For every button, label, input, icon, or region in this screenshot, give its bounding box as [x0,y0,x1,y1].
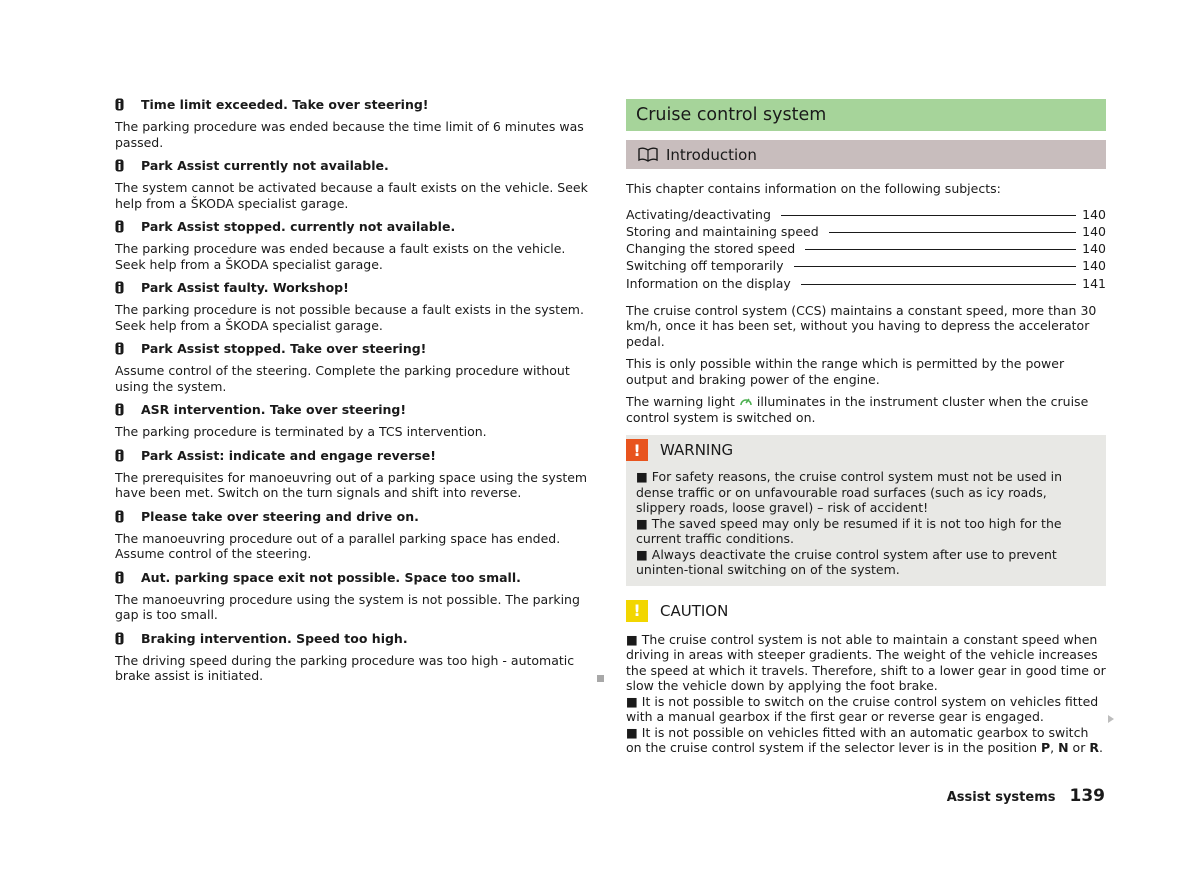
paragraph-warning-light [626,394,1106,425]
continue-arrow-icon [1108,715,1114,723]
message-heading-row [115,157,595,174]
warning-icon: ! [626,439,648,461]
message-heading-row [115,569,595,586]
message-title: Park Assist stopped. currently not available. [141,219,456,234]
toc-entry[interactable] [626,224,1106,241]
section-title: Cruise control system [626,99,1106,131]
message-body: The prerequisites for manoeuvring out of a parking space using the system have been met. Switch on the turn signals and shift into reverse. [115,469,588,500]
message-heading-row [115,340,595,357]
intro-heading-bar [626,140,1106,169]
text-segment: , [1050,740,1059,756]
message-title: Braking intervention. Speed too high. [141,630,408,646]
toc-leader-line [781,215,1076,216]
warning-item: ■ For safety reasons, the cruise control system must not be used in dense traffic or on unfavourable road surfaces (such as icy roads, slippery roads, loose gravel) – risk of accident! [636,469,1063,516]
position-n: N [1058,740,1069,756]
left-column [115,96,595,691]
toc-entry[interactable] [626,276,1106,293]
text-segment: ■ It is not possible on vehicles fitted with an automatic gearbox to switch on the cruise control system if the selector lever is in the position [626,724,1089,756]
message-heading-row [115,401,595,418]
warning-item: ■ Always deactivate the cruise control system after use to prevent uninten-tional switching on of the system. [636,546,1057,578]
message-body: The parking procedure was ended because a fault exists on the vehicle. Seek help from a ŠKODA specialist garage. [115,241,566,272]
message-heading-row [115,447,595,464]
message-title: Aut. parking space exit not possible. Space too small. [141,569,521,585]
toc-label: Changing the stored speed [626,241,796,257]
message-body: The parking procedure was ended because the time limit of 6 minutes was passed. [115,119,584,150]
intro-heading: Introduction [666,145,757,164]
info-icon [115,632,141,645]
toc-label: Switching off temporarily [626,258,784,274]
info-icon [115,342,141,355]
info-icon [115,571,141,584]
footer-section: Assist systems [946,790,1056,805]
toc-leader-line [805,249,1076,250]
message-title: Park Assist: indicate and engage reverse! [141,447,436,463]
info-icon [115,159,141,172]
text-segment: The warning light [626,394,739,410]
toc-page: 140 [1082,223,1106,239]
paragraph-ccs: The cruise control system (CCS) maintains a constant speed, more than 30 km/h, once it has been set, without you having to depress the accelerator pedal. [626,302,1097,349]
toc-page: 141 [1082,275,1106,291]
intro-text: This chapter contains information on the following subjects: [626,181,1001,196]
toc-page: 140 [1082,206,1106,222]
toc-entry[interactable] [626,241,1106,258]
warning-box [626,435,1106,586]
text-segment: . [1098,740,1103,756]
paragraph-range: This is only possible within the range which is permitted by the power output and braking power of the engine. [626,356,1065,387]
text-segment: or [1068,740,1090,756]
caution-item: ■ The cruise control system is not able to maintain a constant speed when driving in areas with steeper gradients. The weight of the vehicle increases the speed at which it travels. Therefore, shift to a lower gear in good time or slow the vehicle down by applying the foot brake. [626,631,1106,694]
toc-page: 140 [1082,258,1106,274]
toc-leader-line [801,284,1076,285]
page-footer [947,786,1105,806]
warning-items [626,469,1096,578]
toc-page: 140 [1082,241,1106,257]
message-body: The manoeuvring procedure out of a parallel parking space has ended. Assume control of the steering. [115,530,561,561]
position-p: P [1040,740,1051,756]
position-r: R [1089,740,1099,756]
caution-box [626,598,1106,756]
warning-heading-row [626,437,1096,463]
message-title: Please take over steering and drive on. [141,508,419,524]
warning-item: ■ The saved speed may only be resumed if it is not too high for the current traffic conditions. [636,515,1062,547]
info-icon [115,510,141,523]
message-body: The parking procedure is terminated by a TCS intervention. [115,424,487,439]
toc-entry[interactable] [626,207,1106,224]
message-title: Park Assist faulty. Workshop! [141,280,349,295]
toc-leader-line [794,266,1077,267]
message-title: Park Assist stopped. Take over steering! [141,341,427,356]
toc-leader-line [829,232,1076,233]
toc-label: Information on the display [626,275,791,291]
caution-icon: ! [626,600,648,622]
caution-items [626,632,1106,756]
info-icon [115,281,141,294]
info-icon [115,449,141,462]
caution-item: ■ It is not possible to switch on the cruise control system on vehicles fitted with a manual gearbox if the first gear or reverse gear is engaged. [626,693,1099,725]
message-title: Time limit exceeded. Take over steering! [141,97,429,112]
message-body: The manoeuvring procedure using the system is not possible. The parking gap is too small. [115,591,580,622]
message-body: Assume control of the steering. Complete the parking procedure without using the system. [115,363,570,394]
message-title: Park Assist currently not available. [141,158,389,173]
toc-label: Storing and maintaining speed [626,223,819,239]
toc-entry[interactable] [626,258,1106,275]
message-title: ASR intervention. Take over steering! [141,402,407,417]
info-icon [115,98,141,111]
warning-heading: WARNING [660,441,734,460]
open-book-icon [638,147,658,162]
message-body: The parking procedure is not possible because a fault exists in the system. Seek help from a ŠKODA specialist garage. [115,302,584,333]
info-icon [115,220,141,233]
caution-item [626,725,1106,756]
caution-heading-row [626,598,1106,624]
message-heading-row [115,508,595,525]
message-heading-row [115,630,595,647]
text-segment: illuminates in the instrument cluster when the cruise control system is switched on. [626,394,1089,425]
section-end-marker [597,675,604,682]
message-heading-row [115,96,595,113]
message-heading-row [115,279,595,296]
info-icon [115,403,141,416]
table-of-contents [626,207,1106,293]
right-column [626,99,1106,756]
message-heading-row [115,218,595,235]
toc-label: Activating/deactivating [626,206,771,222]
page-number: 139 [1069,786,1105,806]
message-body: The system cannot be activated because a fault exists on the vehicle. Seek help from a ŠKODA specialist garage. [115,180,588,211]
cruise-control-icon [739,396,753,407]
caution-heading: CAUTION [660,601,729,620]
message-body: The driving speed during the parking procedure was too high - automatic brake assist is initiated. [115,652,575,683]
